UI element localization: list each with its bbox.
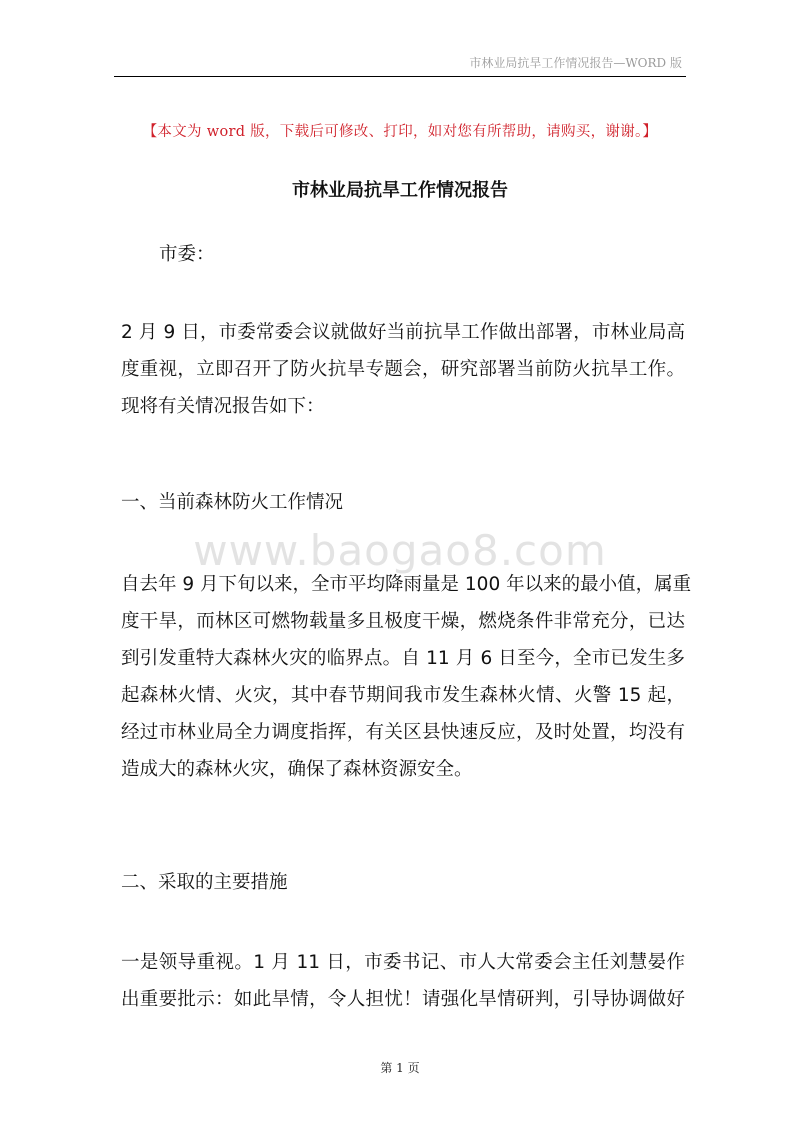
header-divider <box>114 76 686 77</box>
purchase-notice: 【本文为 word 版，下载后可修改、打印，如对您有所帮助，请购买，谢谢。】 <box>142 124 658 140</box>
salutation-text: 市委： <box>159 244 215 265</box>
text-line: 出重要批示：如此旱情，令人担忧！请强化旱情研判，引导协调做好 <box>121 989 685 1010</box>
section-heading-text: 二、采取的主要措施 <box>121 872 288 893</box>
document-title: 市林业局抗旱工作情况报告 <box>292 180 508 201</box>
text-line: 经过市林业局全力调度指挥，有关区县快速反应，及时处置，均没有 <box>121 722 685 743</box>
intro-paragraph <box>121 314 685 425</box>
text-line: 自去年 9 月下旬以来，全市平均降雨量是 100 年以来的最小值，属重 <box>121 574 692 595</box>
section2-paragraph <box>121 944 685 1018</box>
section1-paragraph <box>121 566 692 788</box>
text-line: 2 月 9 日，市委常委会议就做好当前抗旱工作做出部署，市林业局高 <box>121 322 685 343</box>
watermark: www.baogao8.com <box>193 526 607 575</box>
page-number: 第 1 页 <box>380 1061 420 1075</box>
section1-heading <box>121 484 685 521</box>
section2-heading <box>121 864 685 901</box>
text-line: 度干旱，而林区可燃物载量多且极度干燥，燃烧条件非常充分，已达 <box>121 611 685 632</box>
text-line: 现将有关情况报告如下： <box>121 396 325 417</box>
section-heading-text: 一、当前森林防火工作情况 <box>121 492 344 513</box>
text-line: 到引发重特大森林火灾的临界点。自 11 月 6 日至今，全市已发生多 <box>121 648 685 669</box>
running-header: 市林业局抗旱工作情况报告—WORD 版 <box>469 56 682 70</box>
text-line: 一是领导重视。1 月 11 日，市委书记、市人大常委会主任刘慧晏作 <box>121 952 685 973</box>
text-line: 起森林火情、火灾，其中春节期间我市发生森林火情、火警 15 起， <box>121 685 685 706</box>
salutation <box>121 236 685 273</box>
text-line: 造成大的森林火灾，确保了森林资源安全。 <box>121 759 473 780</box>
text-line: 度重视，立即召开了防火抗旱专题会，研究部署当前防火抗旱工作。 <box>121 359 685 380</box>
